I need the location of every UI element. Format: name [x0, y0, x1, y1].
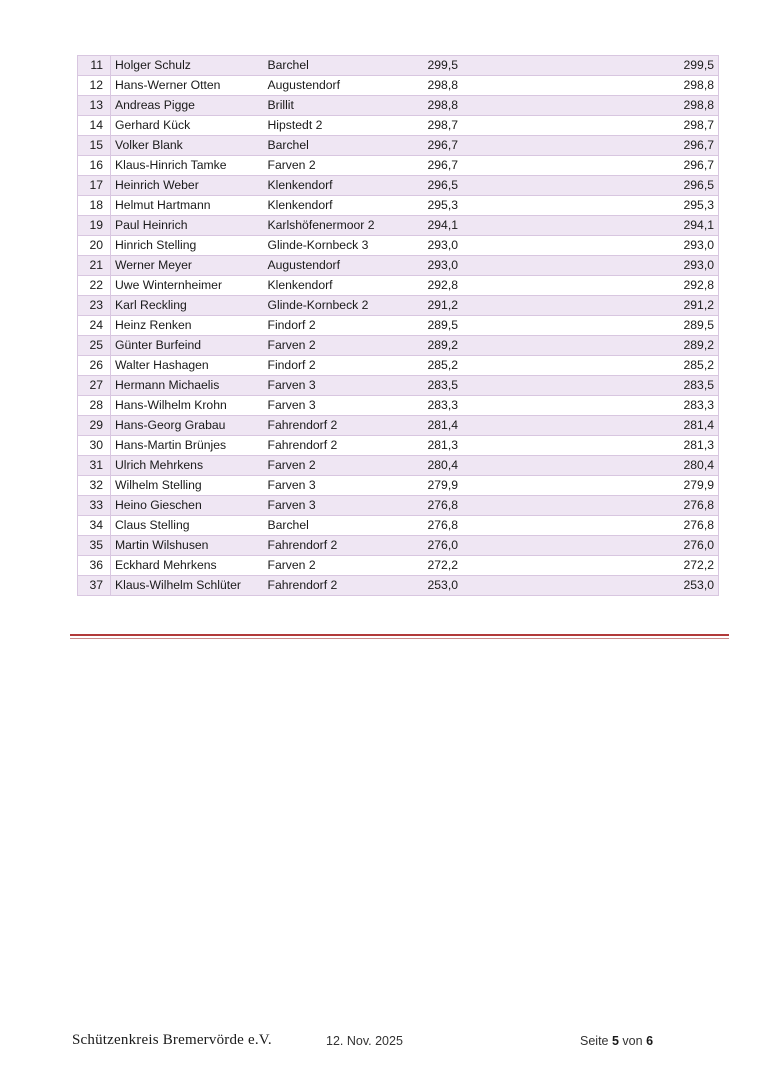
rank-cell: 23	[78, 296, 111, 316]
footer-date: 12. Nov. 2025	[326, 1034, 403, 1048]
table-row	[78, 296, 719, 316]
club-cell: Fahrendorf 2	[264, 416, 424, 436]
club-cell: Farven 2	[264, 336, 424, 356]
shooter-name-cell: Hans-Georg Grabau	[111, 416, 264, 436]
shooter-name-cell: Holger Schulz	[111, 56, 264, 76]
club-cell: Farven 2	[264, 556, 424, 576]
total-cell: 289,2	[514, 336, 719, 356]
total-cell: 276,8	[514, 496, 719, 516]
shooter-name-cell: Klaus-Wilhelm Schlüter	[111, 576, 264, 596]
score-cell: 293,0	[424, 236, 514, 256]
table-row	[78, 436, 719, 456]
table-row	[78, 536, 719, 556]
club-cell: Farven 3	[264, 496, 424, 516]
shooter-name-cell: Volker Blank	[111, 136, 264, 156]
score-cell: 298,8	[424, 96, 514, 116]
table-row	[78, 256, 719, 276]
results-table-body	[78, 56, 719, 596]
table-row	[78, 196, 719, 216]
club-cell: Findorf 2	[264, 356, 424, 376]
club-cell: Glinde-Kornbeck 2	[264, 296, 424, 316]
club-cell: Hipstedt 2	[264, 116, 424, 136]
page-total: 6	[646, 1034, 654, 1048]
rank-cell: 36	[78, 556, 111, 576]
page-current: 5	[611, 1034, 619, 1048]
total-cell: 298,7	[514, 116, 719, 136]
rank-cell: 35	[78, 536, 111, 556]
table-row	[78, 556, 719, 576]
shooter-name-cell: Andreas Pigge	[111, 96, 264, 116]
total-cell: 276,8	[514, 516, 719, 536]
rank-cell: 11	[78, 56, 111, 76]
club-cell: Barchel	[264, 56, 424, 76]
score-cell: 292,8	[424, 276, 514, 296]
club-cell: Karlshöfenermoor 2	[264, 216, 424, 236]
total-cell: 296,5	[514, 176, 719, 196]
footer-organization: Schützenkreis Bremervörde e.V.	[72, 1032, 272, 1048]
score-cell: 298,7	[424, 116, 514, 136]
total-cell: 293,0	[514, 256, 719, 276]
score-cell: 279,9	[424, 476, 514, 496]
table-row	[78, 376, 719, 396]
score-cell: 289,5	[424, 316, 514, 336]
club-cell: Augustendorf	[264, 256, 424, 276]
results-table	[77, 55, 719, 596]
rank-cell: 32	[78, 476, 111, 496]
rank-cell: 17	[78, 176, 111, 196]
footer-divider-thin	[70, 638, 729, 639]
shooter-name-cell: Hans-Martin Brünjes	[111, 436, 264, 456]
shooter-name-cell: Uwe Winternheimer	[111, 276, 264, 296]
rank-cell: 33	[78, 496, 111, 516]
shooter-name-cell: Hans-Wilhelm Krohn	[111, 396, 264, 416]
shooter-name-cell: Paul Heinrich	[111, 216, 264, 236]
total-cell: 285,2	[514, 356, 719, 376]
shooter-name-cell: Hermann Michaelis	[111, 376, 264, 396]
total-cell: 295,3	[514, 196, 719, 216]
shooter-name-cell: Hinrich Stelling	[111, 236, 264, 256]
score-cell: 276,0	[424, 536, 514, 556]
table-row	[78, 96, 719, 116]
page-separator: von	[622, 1034, 643, 1048]
rank-cell: 16	[78, 156, 111, 176]
total-cell: 276,0	[514, 536, 719, 556]
table-row	[78, 156, 719, 176]
table-row	[78, 576, 719, 596]
rank-cell: 12	[78, 76, 111, 96]
shooter-name-cell: Heino Gieschen	[111, 496, 264, 516]
shooter-name-cell: Claus Stelling	[111, 516, 264, 536]
club-cell: Barchel	[264, 516, 424, 536]
table-row	[78, 456, 719, 476]
score-cell: 293,0	[424, 256, 514, 276]
rank-cell: 26	[78, 356, 111, 376]
total-cell: 280,4	[514, 456, 719, 476]
shooter-name-cell: Walter Hashagen	[111, 356, 264, 376]
table-row	[78, 176, 719, 196]
shooter-name-cell: Werner Meyer	[111, 256, 264, 276]
total-cell: 281,3	[514, 436, 719, 456]
club-cell: Farven 2	[264, 456, 424, 476]
shooter-name-cell: Martin Wilshusen	[111, 536, 264, 556]
score-cell: 276,8	[424, 516, 514, 536]
total-cell: 253,0	[514, 576, 719, 596]
shooter-name-cell: Klaus-Hinrich Tamke	[111, 156, 264, 176]
score-cell: 296,7	[424, 136, 514, 156]
table-row	[78, 136, 719, 156]
rank-cell: 28	[78, 396, 111, 416]
score-cell: 280,4	[424, 456, 514, 476]
club-cell: Klenkendorf	[264, 276, 424, 296]
shooter-name-cell: Günter Burfeind	[111, 336, 264, 356]
table-row	[78, 476, 719, 496]
club-cell: Glinde-Kornbeck 3	[264, 236, 424, 256]
score-cell: 281,4	[424, 416, 514, 436]
shooter-name-cell: Hans-Werner Otten	[111, 76, 264, 96]
table-row	[78, 516, 719, 536]
rank-cell: 15	[78, 136, 111, 156]
club-cell: Farven 3	[264, 476, 424, 496]
shooter-name-cell: Karl Reckling	[111, 296, 264, 316]
total-cell: 291,2	[514, 296, 719, 316]
footer-page-number	[580, 1034, 653, 1048]
club-cell: Klenkendorf	[264, 196, 424, 216]
table-row	[78, 336, 719, 356]
score-cell: 285,2	[424, 356, 514, 376]
table-row	[78, 496, 719, 516]
total-cell: 296,7	[514, 136, 719, 156]
score-cell: 253,0	[424, 576, 514, 596]
total-cell: 298,8	[514, 96, 719, 116]
shooter-name-cell: Gerhard Kück	[111, 116, 264, 136]
table-row	[78, 356, 719, 376]
rank-cell: 19	[78, 216, 111, 236]
rank-cell: 21	[78, 256, 111, 276]
rank-cell: 22	[78, 276, 111, 296]
shooter-name-cell: Heinz Renken	[111, 316, 264, 336]
rank-cell: 29	[78, 416, 111, 436]
rank-cell: 18	[78, 196, 111, 216]
total-cell: 289,5	[514, 316, 719, 336]
score-cell: 295,3	[424, 196, 514, 216]
table-row	[78, 396, 719, 416]
rank-cell: 25	[78, 336, 111, 356]
club-cell: Fahrendorf 2	[264, 536, 424, 556]
table-row	[78, 276, 719, 296]
table-row	[78, 236, 719, 256]
score-cell: 296,5	[424, 176, 514, 196]
club-cell: Fahrendorf 2	[264, 436, 424, 456]
total-cell: 281,4	[514, 416, 719, 436]
total-cell: 283,3	[514, 396, 719, 416]
rank-cell: 31	[78, 456, 111, 476]
club-cell: Fahrendorf 2	[264, 576, 424, 596]
total-cell: 283,5	[514, 376, 719, 396]
total-cell: 298,8	[514, 76, 719, 96]
score-cell: 283,3	[424, 396, 514, 416]
club-cell: Brillit	[264, 96, 424, 116]
rank-cell: 34	[78, 516, 111, 536]
total-cell: 272,2	[514, 556, 719, 576]
shooter-name-cell: Heinrich Weber	[111, 176, 264, 196]
shooter-name-cell: Wilhelm Stelling	[111, 476, 264, 496]
rank-cell: 20	[78, 236, 111, 256]
table-row	[78, 416, 719, 436]
score-cell: 281,3	[424, 436, 514, 456]
total-cell: 293,0	[514, 236, 719, 256]
club-cell: Farven 3	[264, 376, 424, 396]
club-cell: Farven 2	[264, 156, 424, 176]
total-cell: 296,7	[514, 156, 719, 176]
table-row	[78, 76, 719, 96]
table-row	[78, 116, 719, 136]
total-cell: 294,1	[514, 216, 719, 236]
footer-divider	[70, 634, 729, 636]
score-cell: 283,5	[424, 376, 514, 396]
shooter-name-cell: Ulrich Mehrkens	[111, 456, 264, 476]
table-row	[78, 316, 719, 336]
rank-cell: 27	[78, 376, 111, 396]
rank-cell: 24	[78, 316, 111, 336]
score-cell: 272,2	[424, 556, 514, 576]
score-cell: 276,8	[424, 496, 514, 516]
table-row	[78, 56, 719, 76]
score-cell: 299,5	[424, 56, 514, 76]
club-cell: Klenkendorf	[264, 176, 424, 196]
total-cell: 279,9	[514, 476, 719, 496]
shooter-name-cell: Helmut Hartmann	[111, 196, 264, 216]
rank-cell: 37	[78, 576, 111, 596]
score-cell: 298,8	[424, 76, 514, 96]
club-cell: Findorf 2	[264, 316, 424, 336]
score-cell: 291,2	[424, 296, 514, 316]
club-cell: Farven 3	[264, 396, 424, 416]
shooter-name-cell: Eckhard Mehrkens	[111, 556, 264, 576]
table-row	[78, 216, 719, 236]
club-cell: Barchel	[264, 136, 424, 156]
total-cell: 292,8	[514, 276, 719, 296]
score-cell: 289,2	[424, 336, 514, 356]
total-cell: 299,5	[514, 56, 719, 76]
page-prefix: Seite	[580, 1034, 609, 1048]
rank-cell: 13	[78, 96, 111, 116]
score-cell: 294,1	[424, 216, 514, 236]
club-cell: Augustendorf	[264, 76, 424, 96]
rank-cell: 14	[78, 116, 111, 136]
rank-cell: 30	[78, 436, 111, 456]
score-cell: 296,7	[424, 156, 514, 176]
